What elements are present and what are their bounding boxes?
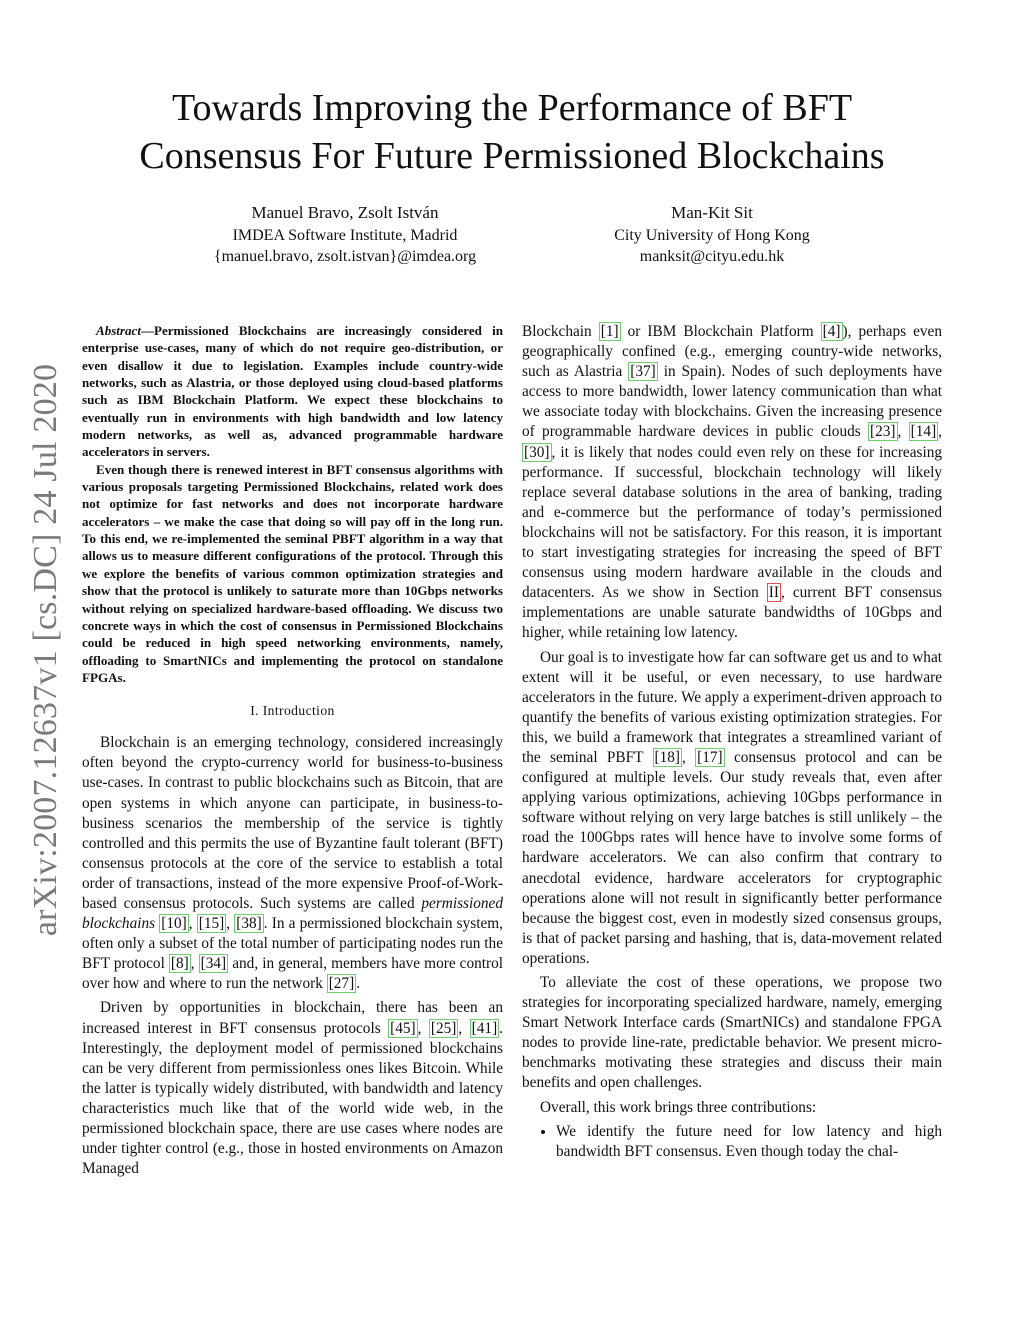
citation-link[interactable]: [34] — [200, 955, 227, 973]
citation-link[interactable]: [45] — [390, 1019, 416, 1037]
citation-link[interactable]: [14] — [910, 423, 937, 441]
author-names: Manuel Bravo, Zsolt István — [251, 203, 439, 222]
citation-link[interactable]: [23] — [870, 423, 896, 441]
title-line-2: Consensus For Future Permissioned Blockchains — [139, 135, 885, 177]
title-line-1: Towards Improving the Performance of BFT — [171, 87, 853, 129]
text-span: , it is likely that nodes could even rely on these for increasing performance. If successful, blockchain technology will likely replace several database solutions in the area of banking, trading and e-commerce but the performance of today’s permissioned blockchains will not be satisfactory. For this reason, it is important to start investigating strategies for increasing the speed of BFT consensus using modern hardware available in the clouds and datacenters. As we show in Section — [522, 443, 942, 602]
arxiv-sidebar — [28, 360, 64, 940]
citation-link[interactable]: [37] — [630, 363, 656, 381]
text-span: consensus protocol and can be configured at multiple levels. Our study reveals that, even after applying various optimizations, achieving 10Gbps performance in software without relying on very large batches is still unlikely – the road the 100Gbps rates will hence have to involve some forms of hardware accelerators. We can also confirm that contrary to anecdotal evidence, hardware accelerators for cryptographic operations alone will not result in significantly better performance because the biggest cost, even in modestly sized consensus groups, is that of packet parsing and hashing, that is, data-movement related operations. — [522, 748, 942, 967]
citation-link[interactable]: [17] — [697, 748, 723, 766]
citation-link[interactable]: [1] — [600, 323, 619, 340]
text-span: or IBM Blockchain Platform — [620, 323, 821, 340]
abstract-text-1: Permissioned Blockchains are increasingly considered in enterprise use-cases, many of which do not require geo-distribution, or even disallow it due to legislation. Examples include country-wide networks, such as Alastria, or those deployed using cloud-based platforms such as IBM Blockchain Platform. We expect these blockchains to eventually run in environments with high bandwidth and low latency modern networks, as well as, advanced programmable hardware accelerators in servers. — [82, 323, 503, 460]
citation-link[interactable]: [38] — [236, 915, 262, 933]
citation-link[interactable]: [30] — [524, 443, 550, 461]
right-paragraph-3: To alleviate the cost of these operations, we propose two strategies for incorporating specialized hardware, namely, emerging Smart Network Interface cards (SmartNICs) and standalone FPGA nodes to provide line-rate, predictable behavior. We present micro-benchmarks motivating these strategies and discuss their main benefits and open challenges. — [522, 974, 942, 1092]
citation-link[interactable]: [15] — [198, 915, 225, 933]
abstract-dash: — — [140, 323, 154, 338]
intro-paragraph-2: Driven by opportunities in blockchain, there has been an increased interest in BFT consensus protocols [45] , [25] , [41] . Interestingly, the deployment model of permissioned blockchains can be very different from permissionless ones likes Bitcoin. While the latter is typically widely distributed, with bandwidth and latency characteristics much like that of the world wide web, in the permissioned blockchain space, there are use cases where nodes are under tighter control (e.g., those in hosted environments on Amazon Managed — [82, 999, 503, 1178]
intro-paragraph-1: Blockchain is an emerging technology, considered increasingly often beyond the crypto-currency world for business-to-business use-cases. In contrast to public blockchains such as Bitcoin, that are open systems in which anyone can participate, in business-to-business scenarios the membership of the service is tightly controlled and this permits the use of Byzantine fault tolerant (BFT) consensus protocols at the core of the service to establish a total order of transactions, instead of the more expensive Proof-of-Work-based consensus protocols. Such systems are called permissioned blockchains [10] , [15] , [38] . In a permissioned blockchain system, often only a subset of the total number of participating nodes run the BFT protocol [8] , [34] and, in general, members have more control over how and where to run the network [27] . — [82, 734, 504, 993]
right-column — [522, 322, 942, 1162]
paper-title — [80, 84, 944, 180]
author-email: manksit@cityu.edu.hk — [639, 248, 785, 265]
citation-link[interactable]: [18] — [654, 748, 680, 766]
text-span: Blockchain is an emerging technology, considered increasingly often beyond the crypto-currency world for business-to-business use-cases. In contrast to public blockchains such as Bitcoin, that are open systems in which anyone can participate, in business-to-business scenarios the membership of the service is tightly controlled and this permits the use of Byzantine fault tolerant (BFT) consensus protocols at the core of the service to establish a total order of transactions, instead of the more expensive Proof-of-Work-based consensus protocols. Such systems are called — [82, 734, 503, 912]
author-affiliation: City University of Hong Kong — [614, 227, 810, 244]
abstract — [82, 322, 503, 686]
section-heading-introduction: I. Introduction — [250, 703, 335, 719]
text-span: Our goal is to investigate how far can software get us and to what extent will it be useful, or even necessary, to use hardware accelerators in the future. We apply a experiment-driven approach to quantify the benefits of various existing optimization strategies. For this, we build a framework that integrates a streamlined variant of the seminal PBFT — [522, 648, 942, 766]
text-span: . In a permissioned blockchain system, often only a subset of the total number of participating nodes run the BFT protocol — [82, 915, 503, 973]
section-reference-link[interactable]: II — [768, 584, 779, 602]
text-span: and, in general, members have more control over how and where to run the network — [82, 955, 504, 993]
right-paragraph-1: Blockchain [1] or IBM Blockchain Platform [4] ), perhaps even geographically confined (e.g., emerging country-wide networks, such as Alastria [37] in Spain). Nodes of such deployments have access to more bandwidth, lower latency communication than what we associate today with blockchains. Given the increasing presence of programmable hardware devices in public clouds [23] , [14] , [30] , it is likely that nodes could even rely on these for increasing performance. If successful, blockchain technology will likely replace several database solutions in the area of banking, trading and e-commerce but the performance of today’s permissioned blockchains will not be satisfactory. For this reason, it is important to start investigating strategies for increasing the speed of BFT consensus using modern hardware available in the clouds and datacenters. As we show in Section II , current BFT consensus implementations are unable saturate bandwidths of 10Gbps and higher, while retaining low latency. — [522, 323, 942, 642]
abstract-paragraph-1 — [82, 322, 503, 461]
author-email: {manuel.bravo, zsolt.istvan}@imdea.org — [213, 248, 477, 265]
contributions-list — [522, 1122, 942, 1162]
citation-link[interactable]: [25] — [430, 1019, 457, 1037]
text-span: , current BFT consensus implementations are unable saturate bandwidths of 10Gbps and higher, while retaining low latency. — [522, 584, 942, 642]
abstract-label: Abstract — [96, 323, 141, 338]
citation-link[interactable]: [10] — [161, 915, 187, 933]
citation-link[interactable]: [8] — [170, 955, 189, 973]
citation-link[interactable]: [4] — [822, 323, 841, 340]
author-block-cityu — [502, 202, 922, 267]
citation-link[interactable]: [27] — [328, 975, 355, 993]
citation-link[interactable]: [41] — [471, 1019, 498, 1037]
text-span: Driven by opportunities in blockchain, there has been an increased interest in BFT consensus protocols — [82, 999, 503, 1037]
right-column-body — [522, 322, 942, 1162]
text-span: . — [356, 975, 361, 993]
author-block-imdea — [135, 202, 555, 267]
list-item: • We identify the future need for low latency and high bandwidth BFT consensus. Even though today the chal- — [556, 1122, 942, 1162]
text-span: . Interestingly, the deployment model of permissioned blockchains can be very different from permissionless ones likes Bitcoin. While the latter is typically widely distributed, with bandwidth and latency characteristics much like that of the world wide web, in the permissioned blockchain space, there are use cases where nodes are under tighter control (e.g., those in hosted environments on Amazon Managed — [82, 1019, 503, 1178]
right-paragraph-4: Overall, this work brings three contributions: — [540, 1098, 817, 1116]
text-span: Blockchain — [522, 323, 599, 340]
arxiv-identifier: arXiv:2007.12637v1 [cs.DC] 24 Jul 2020 — [27, 363, 64, 937]
introduction-body — [82, 733, 503, 1179]
term-permissioned-blockchains: permissioned blockchains — [82, 894, 503, 933]
text-span: ), perhaps even geographically confined (e.g., emerging country-wide networks, such as Alastria — [522, 323, 942, 381]
left-column — [82, 322, 503, 1183]
abstract-paragraph-2: Even though there is renewed interest in BFT consensus algorithms with various proposals targeting Permissioned Blockchains, related work does not optimize for fast networks and does not incorporate hardware accelerators – we make the case that doing so will pay off in the long run. To this end, we re-implemented the seminal PBFT algorithm in a way that allows us to measure different configurations of the protocol. Through this we explore the benefits of various common optimization strategies and show that the protocol is unlikely to saturate more than 10Gbps networks without relying on specialized hardware-based offloading. We discuss two concrete ways in which the cost of consensus in Permissioned Blockchains could be reduced in high speed networking environments, namely, offloading to SmartNICs and implementing the protocol on standalone FPGAs. — [82, 461, 503, 685]
right-paragraph-2: Our goal is to investigate how far can software get us and to what extent will it be useful, or even necessary, to use hardware accelerators in the future. We apply a experiment-driven approach to quantify the benefits of various existing optimization strategies. For this, we build a framework that integrates a streamlined variant of the seminal PBFT [18] , [17] consensus protocol and can be configured at multiple levels. Our study reveals that, even after applying various optimizations, achieving 10Gbps performance in software without relying on very large batches is still unlikely – the road the 100Gbps rates will hence have to involve some forms of hardware accelerators. We can also confirm that contrary to anecdotal evidence, hardware accelerators for cryptographic operations alone will not result in significantly better performance because the biggest cost, even in modestly sized consensus groups, is that of packet parsing and hashing, that is, data-movement related operations. — [522, 648, 942, 967]
author-affiliation: IMDEA Software Institute, Madrid — [232, 227, 458, 244]
text-span: in Spain). Nodes of such deployments have access to more bandwidth, lower latency communication than what we associate today with blockchains. Given the increasing presence of programmable hardware devices in public clouds — [522, 363, 942, 441]
author-names: Man-Kit Sit — [671, 203, 753, 222]
